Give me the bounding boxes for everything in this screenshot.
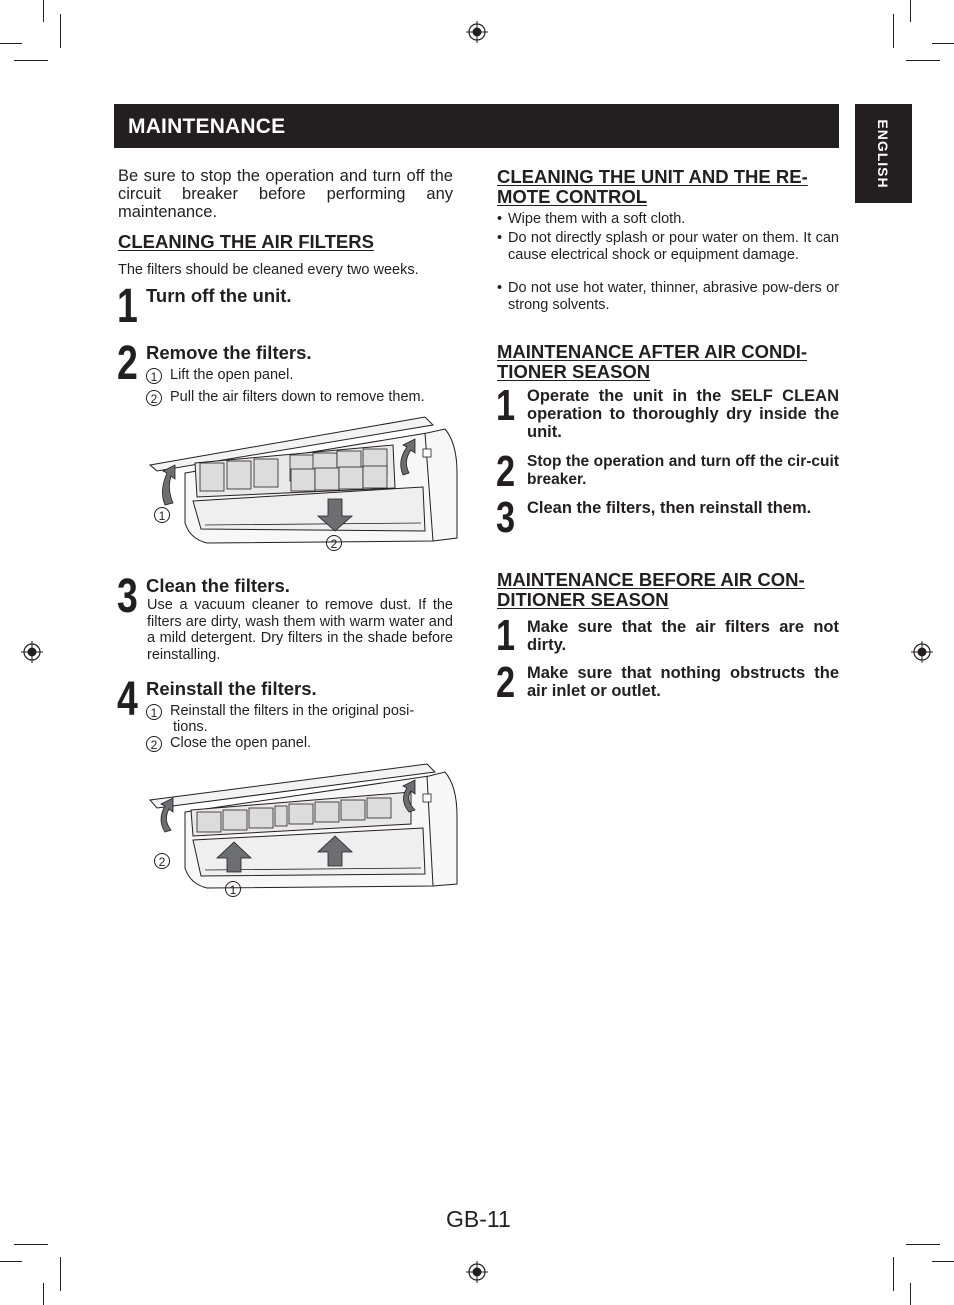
figure-callout: 2	[326, 535, 342, 551]
step-title: Remove the filters.	[146, 342, 312, 363]
section-header	[114, 104, 839, 148]
step-number: 4	[117, 673, 138, 726]
after-heading-line2: TIONER SEASON	[497, 361, 651, 382]
unit-bullet: Do not directly splash or pour water on them. It can cause electrical shock or equipment damage.	[508, 230, 839, 263]
filters-heading: CLEANING THE AIR FILTERS	[118, 231, 374, 252]
page-number: GB-11	[446, 1206, 511, 1232]
after-step-text: Operate the unit in the SELF CLEAN operation to thoroughly dry inside the unit.	[527, 387, 839, 441]
step-number: 1	[496, 611, 516, 660]
before-step-text: Make sure that nothing obstructs the air inlet or outlet.	[527, 664, 839, 700]
substep-number: 1	[146, 368, 162, 384]
remove-filters-illustration	[145, 413, 460, 553]
substep-text: Close the open panel.	[170, 735, 312, 751]
substep-text: Reinstall the filters in the original posi-	[170, 703, 415, 719]
substep-text: Lift the open panel.	[170, 367, 294, 383]
filters-note: The filters should be cleaned every two weeks.	[118, 262, 419, 278]
step-title: Turn off the unit.	[146, 285, 292, 306]
figure-label	[154, 851, 178, 869]
unit-heading-line1: CLEANING THE UNIT AND THE RE-	[497, 166, 808, 187]
figure-callout: 2	[154, 853, 170, 869]
intro-text: Be sure to stop the operation and turn off the circuit breaker before performing any maintenance.	[118, 167, 453, 221]
bullet-marker: •	[497, 230, 503, 246]
unit-heading-line2: MOTE CONTROL	[497, 186, 648, 207]
substep	[146, 735, 311, 752]
page-title: MAINTENANCE	[128, 115, 286, 138]
step-title: Clean the filters.	[146, 575, 290, 596]
after-step-text: Stop the operation and turn off the cir-cuit breaker.	[527, 453, 839, 488]
substep-text: Pull the air filters down to remove them.	[170, 389, 425, 405]
figure-label	[154, 505, 178, 523]
step-number: 2	[496, 658, 516, 707]
after-heading-line1: MAINTENANCE AFTER AIR CONDI-	[497, 341, 808, 362]
step-number: 1	[496, 381, 516, 430]
substep	[146, 703, 456, 720]
step-number: 1	[117, 280, 138, 333]
bullet-marker: •	[497, 211, 503, 227]
before-step-text: Make sure that the air filters are not dirty.	[527, 618, 839, 654]
before-heading-line2: DITIONER SEASON	[497, 589, 669, 610]
after-step-text: Clean the filters, then reinstall them.	[527, 499, 812, 517]
step-number: 2	[117, 337, 138, 390]
substep-number: 1	[146, 704, 162, 720]
bullet-marker: •	[497, 280, 503, 296]
figure-callout: 1	[225, 881, 241, 897]
figure-label	[326, 533, 350, 551]
language-tab	[855, 104, 912, 203]
before-heading-line1: MAINTENANCE BEFORE AIR CON-	[497, 569, 805, 590]
registration-mark-icon	[911, 641, 933, 663]
language-label: ENGLISH	[875, 119, 891, 189]
figure-label	[225, 879, 249, 897]
substep-number: 2	[146, 390, 162, 406]
unit-bullet: Wipe them with a soft cloth.	[508, 211, 686, 227]
registration-mark-icon	[466, 1261, 488, 1283]
registration-mark-icon	[21, 641, 43, 663]
step-number: 3	[496, 493, 516, 542]
unit-bullet: Do not use hot water, thinner, abrasive pow-ders or strong solvents.	[508, 280, 839, 313]
substep	[146, 389, 425, 406]
reinstall-filters-illustration	[145, 760, 460, 895]
substep	[146, 367, 293, 384]
step-number: 2	[496, 447, 516, 496]
figure-callout: 1	[154, 507, 170, 523]
registration-mark-icon	[466, 21, 488, 43]
substep-number: 2	[146, 736, 162, 752]
substep-text: tions.	[173, 719, 208, 735]
step-number: 3	[117, 570, 138, 623]
step-body: Use a vacuum cleaner to remove dust. If the filters are dirty, wash them with warm water and a mild detergent. Dry filters in the shade before reinstalling.	[147, 597, 453, 663]
step-title: Reinstall the filters.	[146, 678, 317, 699]
